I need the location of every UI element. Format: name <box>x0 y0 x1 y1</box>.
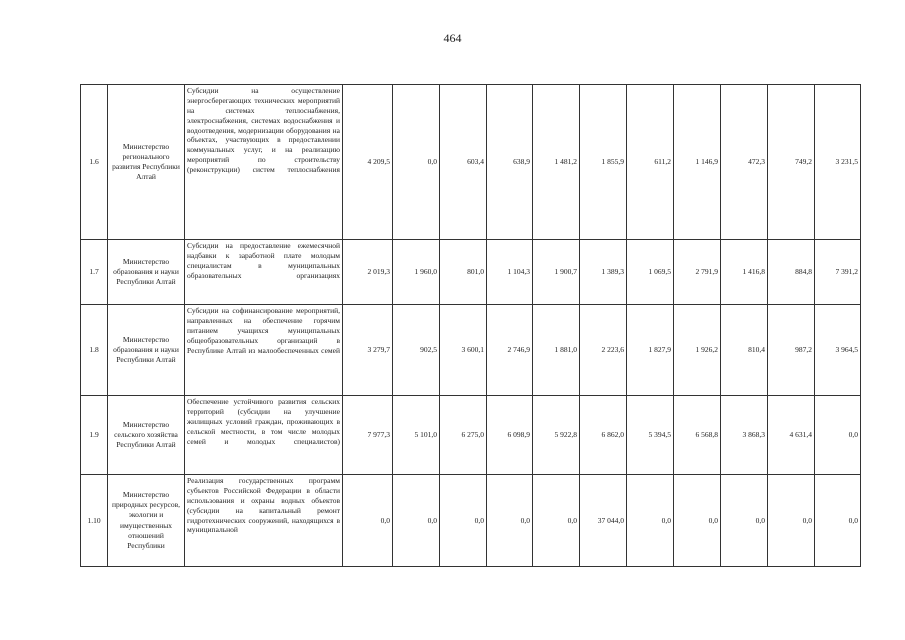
organization-cell: Министерство образования и науки Республики Алтай <box>108 240 185 305</box>
value-cell: 987,2 <box>768 305 815 396</box>
value-cell: 3 868,3 <box>721 396 768 475</box>
value-cell: 3 600,1 <box>440 305 487 396</box>
value-cell: 611,2 <box>627 85 674 240</box>
description-cell: Субсидии на осуществление энергосберегающих технических мероприятий на системах теплоснабжения, электроснабжения, системах водоснабжения и водоотведения, модернизации оборудования на объектах, участвующих в предоставлении коммунальных услуг, и на реализацию мероприятий по строительству (реконструкции) систем теплоснабжения <box>185 85 343 240</box>
value-cell: 1 481,2 <box>533 85 580 240</box>
value-cell: 1 881,0 <box>533 305 580 396</box>
value-cell: 6 275,0 <box>440 396 487 475</box>
organization-cell: Министерство образования и науки Республики Алтай <box>108 305 185 396</box>
description-cell: Обеспечение устойчивого развития сельских территорий (субсидии на улучшение жилищных условий граждан, проживающих в сельской местности, в том числе молодых семей и молодых специалистов) <box>185 396 343 475</box>
organization-cell: Министерство природных ресурсов, экологии и имущественных отношений Республики <box>108 475 185 567</box>
row-number: 1.10 <box>81 475 108 567</box>
value-cell: 603,4 <box>440 85 487 240</box>
row-number: 1.9 <box>81 396 108 475</box>
organization-cell: Министерство регионального развития Республики Алтай <box>108 85 185 240</box>
value-cell: 1 389,3 <box>580 240 627 305</box>
value-cell: 7 977,3 <box>343 396 393 475</box>
value-cell: 0,0 <box>393 475 440 567</box>
description-cell: Субсидии на софинансирование мероприятий, направленных на обеспечение горячим питанием учащихся муниципальных общеобразовательных организаций в Республике Алтай из малообеспеченных семей <box>185 305 343 396</box>
value-cell: 2 746,9 <box>487 305 533 396</box>
value-cell: 749,2 <box>768 85 815 240</box>
table-row <box>81 475 861 567</box>
value-cell: 1 416,8 <box>721 240 768 305</box>
value-cell: 0,0 <box>674 475 721 567</box>
table-row <box>81 396 861 475</box>
description-cell: Субсидии на предоставление ежемесячной надбавки к заработной плате молодым специалистам в муниципальных образовательных организациях <box>185 240 343 305</box>
value-cell: 6 568,8 <box>674 396 721 475</box>
table-body <box>81 85 861 567</box>
value-cell: 1 146,9 <box>674 85 721 240</box>
value-cell: 0,0 <box>343 475 393 567</box>
value-cell: 37 044,0 <box>580 475 627 567</box>
value-cell: 0,0 <box>721 475 768 567</box>
value-cell: 6 862,0 <box>580 396 627 475</box>
value-cell: 1 104,3 <box>487 240 533 305</box>
value-cell: 0,0 <box>815 396 861 475</box>
value-cell: 2 019,3 <box>343 240 393 305</box>
value-cell: 5 101,0 <box>393 396 440 475</box>
description-cell: Реализация государственных программ субъектов Российской Федерации в области использования и охраны водных объектов (субсидии на капитальный ремонт гидротехнических сооружений, находящихся в муниципальной <box>185 475 343 567</box>
value-cell: 1 069,5 <box>627 240 674 305</box>
organization-cell: Министерство сельского хозяйства Республики Алтай <box>108 396 185 475</box>
value-cell: 0,0 <box>815 475 861 567</box>
row-number: 1.7 <box>81 240 108 305</box>
value-cell: 801,0 <box>440 240 487 305</box>
value-cell: 4 631,4 <box>768 396 815 475</box>
value-cell: 0,0 <box>627 475 674 567</box>
table-row <box>81 305 861 396</box>
page-number: 464 <box>443 31 462 45</box>
value-cell: 5 394,5 <box>627 396 674 475</box>
value-cell: 902,5 <box>393 305 440 396</box>
value-cell: 1 960,0 <box>393 240 440 305</box>
value-cell: 0,0 <box>533 475 580 567</box>
page-bottom-mask <box>0 570 905 640</box>
budget-table <box>80 84 861 567</box>
value-cell: 2 223,6 <box>580 305 627 396</box>
value-cell: 0,0 <box>768 475 815 567</box>
value-cell: 3 964,5 <box>815 305 861 396</box>
value-cell: 4 209,5 <box>343 85 393 240</box>
value-cell: 2 791,9 <box>674 240 721 305</box>
value-cell: 638,9 <box>487 85 533 240</box>
value-cell: 0,0 <box>393 85 440 240</box>
value-cell: 3 279,7 <box>343 305 393 396</box>
value-cell: 5 922,8 <box>533 396 580 475</box>
value-cell: 1 926,2 <box>674 305 721 396</box>
table-row <box>81 85 861 240</box>
value-cell: 810,4 <box>721 305 768 396</box>
value-cell: 0,0 <box>487 475 533 567</box>
value-cell: 1 827,9 <box>627 305 674 396</box>
value-cell: 884,8 <box>768 240 815 305</box>
row-number: 1.8 <box>81 305 108 396</box>
value-cell: 472,3 <box>721 85 768 240</box>
value-cell: 1 900,7 <box>533 240 580 305</box>
value-cell: 7 391,2 <box>815 240 861 305</box>
value-cell: 3 231,5 <box>815 85 861 240</box>
value-cell: 0,0 <box>440 475 487 567</box>
value-cell: 1 855,9 <box>580 85 627 240</box>
table-row <box>81 240 861 305</box>
value-cell: 6 098,9 <box>487 396 533 475</box>
row-number: 1.6 <box>81 85 108 240</box>
